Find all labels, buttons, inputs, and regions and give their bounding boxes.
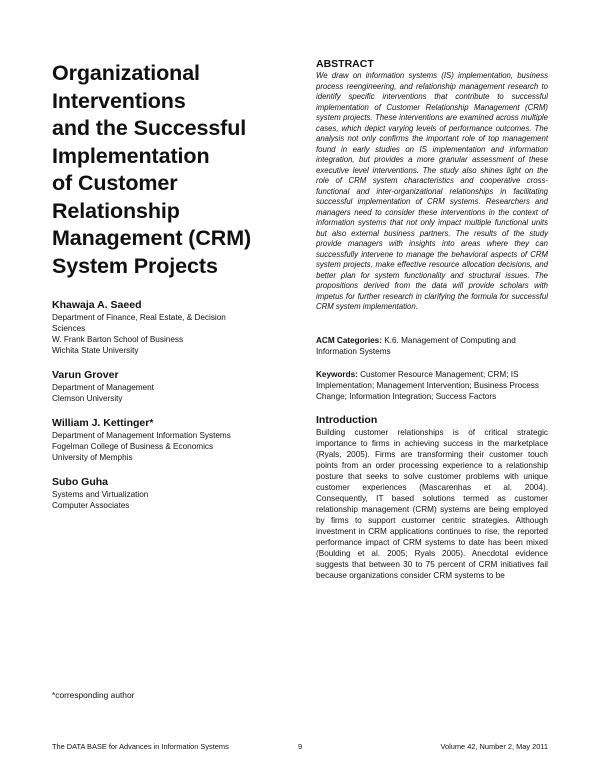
title-line: and the Successful [52,116,247,140]
introduction-body: Building customer relationships is of critical strategic importance to firms in achieving success in the marketplace (Ryals, 2005). Firms are transforming their customer touch points from an order processing experience to a relationship posture that seeks to solve customer problems with unique customer experiences (Mascarenhas et al. 2004). Consequently, IT based solutions termed as customer relationship management (CRM) systems are being employed by firms to support customer centric strategies. Although investment in CRM applications continues to rise, the reported performance impact of CRM systems to date has been mixed (Boulding et al. 2005; Ryals 2005). Anecdotal evidence suggests that between 30 to 75 percent of CRM initiatives fail because organizations consider CRM systems to be [316,427,548,580]
abstract-heading: ABSTRACT [316,58,374,70]
author-name: William J. Kettinger* [52,417,154,429]
title-line: System Projects [52,253,218,278]
author-block [52,368,288,404]
keywords [316,369,548,402]
paper-title [52,60,288,280]
author-affiliation: Systems and Virtualization [52,490,149,499]
author-name: Subo Guha [52,476,108,488]
left-column [52,60,288,511]
author-affiliation: Department of Management [52,383,154,392]
author-name: Varun Grover [52,369,119,381]
author-affiliation: Fogelman College of Business & Economics [52,442,214,451]
corresponding-author-note: *corresponding author [52,690,135,700]
acm-categories [316,335,548,357]
right-column [316,58,548,581]
title-line: Interventions [52,88,186,113]
acm-text: K.6. Management of Computing and Information Systems [316,335,516,356]
title-line: Organizational [52,61,200,85]
author-affiliation: University of Memphis [52,453,133,462]
author-affiliation: Department of Finance, Real Estate, & Decision [52,313,226,322]
issue-info: Volume 42, Number 2, May 2011 [440,742,548,751]
author-name: Khawaja A. Saeed [52,299,142,311]
acm-label: ACM Categories: [316,335,382,345]
author-affiliation: Computer Associates [52,501,130,510]
author-affiliation: Department of Management Information Systems [52,431,231,440]
page-number: 9 [298,742,303,751]
author-block [52,298,288,356]
journal-name: The DATA BASE for Advances in Information Systems [52,742,229,751]
title-line: Management (CRM) [52,226,252,250]
title-line: of Customer [52,171,178,195]
author-block [52,416,288,463]
introduction-heading: Introduction [316,413,378,426]
author-affiliation: Wichita State University [52,346,139,355]
keywords-text: Customer Resource Management; CRM; IS Implementation; Management Intervention; Business Process Change; Information Integration; Success Factors [316,369,539,401]
keywords-label: Keywords: [316,369,358,379]
author-affiliation: W. Frank Barton School of Business [52,335,184,344]
title-line: Relationship [52,198,180,223]
author-block [52,475,288,511]
author-affiliation: Clemson University [52,394,123,403]
author-affiliation: Sciences [52,324,86,333]
abstract-body: We draw on information systems (IS) implementation, business process reengineering, and relationship management research to identify specific interventions that contribute to successful implementation of Customer Relationship Management (CRM) system projects. These interventions are examined across multiple cases, which depict varying levels of performance outcomes. The analysis not only confirms the important role of top management found in early studies on IS implementation and information integration, but provides a more granular assessment of these executive level interventions. The study also shines light on the role of CRM system characteristics and cooperative cross-functional and inter-organizational relationships in facilitating successful implementation of CRM systems. Researchers and managers need to consider these interventions in the context of information systems that not only impact multiple functional units but also external business partners. The results of the study provide managers with insights into areas where they can successfully intervene to manage the behavioral aspects of CRM system projects, make effective resource allocation decisions, and better plan for system functionality and structural issues. The propositions derived from the data will provide scholars with impetus for further research in clarifying the formula for successful CRM system implementation. [316,71,548,311]
title-line: Implementation [52,143,210,168]
